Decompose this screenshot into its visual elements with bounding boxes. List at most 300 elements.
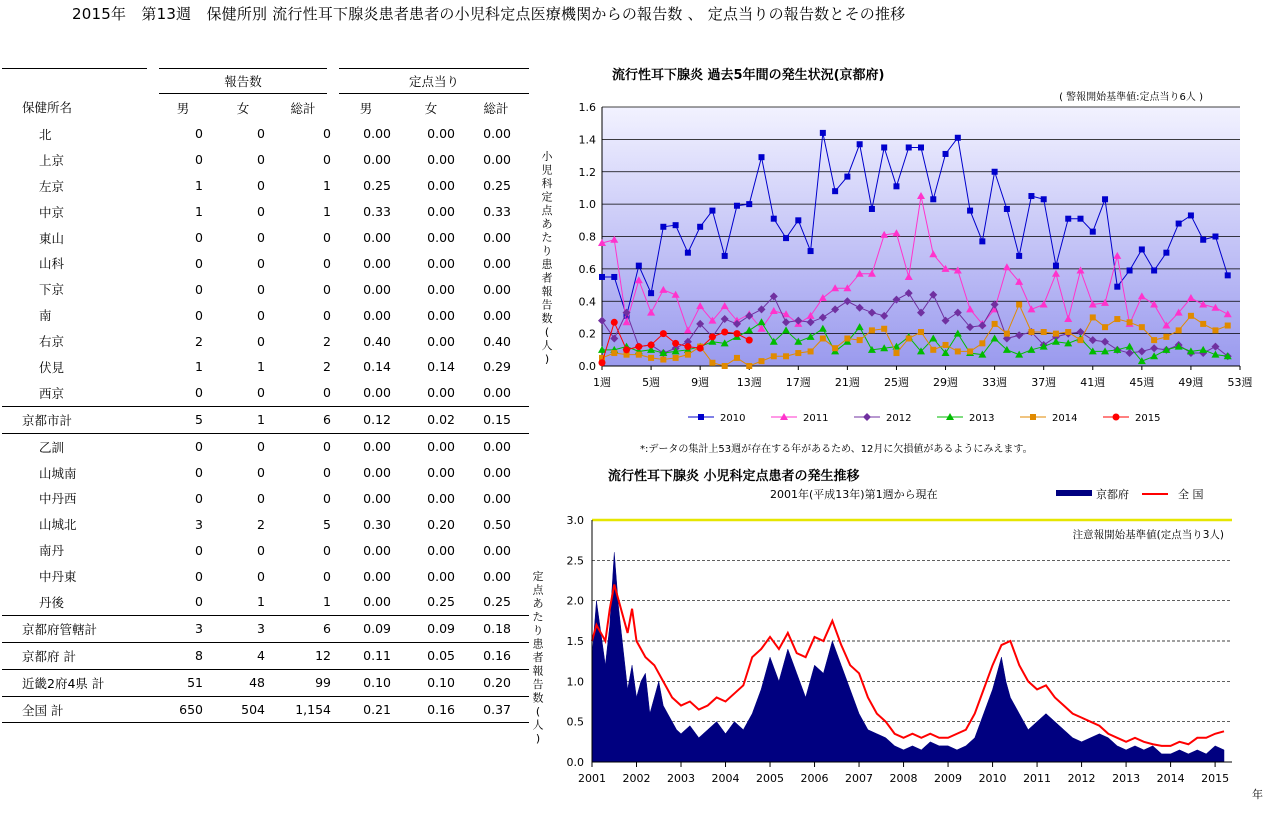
chart1-data-point bbox=[1151, 337, 1157, 343]
chart1-y-label-char: 報 bbox=[541, 285, 553, 298]
row-male: 1 bbox=[195, 204, 203, 220]
chart1-data-point bbox=[1078, 337, 1084, 343]
row-name: 中丹東 bbox=[39, 569, 77, 585]
row-male: 0 bbox=[195, 542, 203, 558]
chart2-threshold-label: 注意報開始基準値(定点当り3人) bbox=[1072, 529, 1224, 541]
row-per-total: 0.00 bbox=[483, 490, 511, 506]
row-male: 1 bbox=[195, 359, 203, 375]
chart1-data-point bbox=[660, 224, 666, 230]
chart1-x-tick-label: 9週 bbox=[691, 376, 710, 389]
chart2-y-label-char: 告 bbox=[532, 678, 544, 691]
chart2-x-tick-label: 2015 bbox=[1201, 772, 1230, 785]
chart1-data-point bbox=[611, 274, 617, 280]
row-per-female: 0.00 bbox=[427, 490, 455, 506]
chart1-data-point bbox=[869, 327, 875, 333]
col-male: 男 bbox=[176, 100, 190, 116]
chart2-plot-area bbox=[567, 514, 1233, 785]
chart1-x-tick-label: 45週 bbox=[1129, 376, 1155, 389]
row-per-male: 0.11 bbox=[333, 642, 399, 669]
row-total: 2 bbox=[323, 333, 331, 349]
row-female: 0 bbox=[257, 542, 265, 558]
chart1-data-point bbox=[722, 253, 728, 259]
col-per-female: 女 bbox=[424, 100, 438, 116]
chart1-y-label-char: 人 bbox=[541, 339, 553, 352]
chart1-plot-area bbox=[579, 101, 1253, 389]
row-total: 0 bbox=[323, 152, 331, 168]
row-name: 山城北 bbox=[39, 517, 77, 533]
chart2-y-label-char: ( bbox=[535, 705, 541, 718]
chart1-data-point bbox=[672, 340, 679, 347]
chart1-legend-label: 2014 bbox=[1052, 413, 1078, 424]
chart2-x-tick-label: 2010 bbox=[978, 772, 1007, 785]
chart1-legend-label: 2012 bbox=[886, 413, 912, 424]
row-total: 0 bbox=[323, 281, 331, 297]
chart1-data-point bbox=[930, 347, 936, 353]
row-female: 0 bbox=[213, 380, 273, 406]
chart1-data-point bbox=[893, 183, 899, 189]
chart1-data-point bbox=[1053, 263, 1059, 269]
table-row bbox=[2, 406, 529, 433]
chart1-legend-marker bbox=[863, 413, 871, 421]
row-female: 0 bbox=[257, 465, 265, 481]
chart2-legend bbox=[1056, 487, 1204, 501]
row-per-total: 0.00 bbox=[483, 281, 511, 297]
row-name: 全国 計 bbox=[2, 696, 153, 723]
row-name: 東山 bbox=[39, 230, 65, 246]
row-name: 右京 bbox=[39, 334, 65, 350]
chart1-data-point bbox=[1163, 334, 1169, 340]
row-male: 3 bbox=[195, 516, 203, 532]
row-total: 0 bbox=[323, 568, 331, 584]
row-per-total: 0.20 bbox=[463, 669, 529, 696]
chart1-data-point bbox=[1102, 196, 1108, 202]
chart2-x-tick-label: 2012 bbox=[1067, 772, 1096, 785]
row-per-female: 0.00 bbox=[427, 255, 455, 271]
chart1-data-point bbox=[1090, 314, 1096, 320]
table-row bbox=[2, 460, 529, 486]
chart1-data-point bbox=[857, 141, 863, 147]
row-name: 下京 bbox=[39, 282, 65, 298]
table-row bbox=[2, 563, 529, 589]
chart1-data-point bbox=[783, 353, 789, 359]
row-per-male: 0.12 bbox=[333, 406, 399, 433]
row-name: 上京 bbox=[39, 152, 65, 168]
row-per-male: 0.00 bbox=[333, 589, 399, 615]
chart1-data-point bbox=[783, 235, 789, 241]
chart2-y-tick-label: 1.5 bbox=[566, 635, 584, 648]
row-per-total: 0.00 bbox=[483, 230, 511, 245]
chart1-y-label-char: 科 bbox=[541, 177, 553, 190]
row-per-total: 0.00 bbox=[483, 255, 511, 271]
chart1-footnote: *:データの集計上53週が存在する年があるため、12月に欠損値があるようにみえます。 bbox=[640, 444, 1033, 455]
chart1-legend-marker bbox=[1113, 414, 1120, 421]
chart2-x-tick-label: 2002 bbox=[622, 772, 651, 785]
header-per-sentinel: 定点当り bbox=[333, 69, 529, 94]
chart1-data-point bbox=[1200, 237, 1206, 243]
chart2-y-tick-label: 3.0 bbox=[566, 514, 584, 527]
row-per-total: 0.18 bbox=[463, 615, 529, 642]
row-per-female: 0.20 bbox=[427, 516, 455, 532]
row-per-total: 0.33 bbox=[483, 204, 511, 220]
row-name: 伏見 bbox=[39, 359, 65, 375]
row-total: 5 bbox=[323, 516, 331, 532]
table-row bbox=[2, 433, 529, 459]
table-row bbox=[2, 173, 529, 199]
row-total: 0 bbox=[323, 126, 331, 142]
chart1-data-point bbox=[611, 350, 617, 356]
row-per-total: 0.25 bbox=[463, 589, 529, 615]
chart2-x-tick-label: 2007 bbox=[845, 772, 874, 785]
chart2-x-tick-label: 2001 bbox=[578, 772, 606, 785]
row-total: 1,154 bbox=[273, 696, 333, 723]
row-per-total: 0.29 bbox=[483, 359, 511, 375]
row-per-total: 0.00 bbox=[483, 126, 511, 142]
row-per-total: 0.00 bbox=[483, 307, 511, 323]
chart2-y-tick-label: 2.5 bbox=[566, 554, 584, 568]
row-male: 0 bbox=[153, 589, 213, 615]
row-per-male: 0.00 bbox=[363, 307, 391, 323]
row-total: 0 bbox=[273, 380, 333, 406]
chart1-data-point bbox=[733, 330, 740, 337]
row-total: 0 bbox=[323, 490, 331, 506]
chart1-x-tick-label: 25週 bbox=[883, 376, 909, 389]
chart1-data-point bbox=[943, 342, 949, 348]
row-per-female: 0.00 bbox=[427, 230, 455, 245]
chart2-y-label-char: あ bbox=[532, 597, 544, 610]
chart1-data-point bbox=[869, 206, 875, 212]
row-per-male: 0.00 bbox=[333, 380, 399, 406]
row-male: 0 bbox=[195, 439, 203, 455]
row-male: 0 bbox=[195, 281, 203, 297]
chart1-data-point bbox=[832, 345, 838, 351]
chart2-y-label-char: た bbox=[532, 610, 544, 624]
chart1-y-label-char: ( bbox=[544, 325, 550, 339]
chart1-y-label-char: り bbox=[541, 244, 553, 258]
table-row bbox=[2, 380, 529, 406]
table-header-groups bbox=[2, 69, 529, 94]
row-per-total: 0.00 bbox=[483, 465, 511, 481]
chart1-data-point bbox=[1004, 331, 1010, 337]
row-per-female: 0.00 bbox=[427, 333, 455, 349]
chart1-data-point bbox=[967, 348, 973, 354]
table-row bbox=[2, 642, 529, 669]
chart1-legend-label: 2013 bbox=[969, 413, 995, 424]
chart1-data-point bbox=[1065, 329, 1071, 335]
row-per-male: 0.00 bbox=[363, 152, 391, 168]
row-female: 1 bbox=[257, 359, 265, 375]
chart1-data-point bbox=[979, 238, 985, 244]
chart1-y-tick-label: 1.2 bbox=[578, 165, 596, 179]
col-name: 保健所名 bbox=[22, 100, 73, 116]
row-name: 中京 bbox=[39, 204, 65, 220]
table-row bbox=[2, 696, 529, 723]
row-name: 京都府 計 bbox=[2, 642, 153, 669]
report-table-body bbox=[2, 69, 529, 723]
chart1-data-point bbox=[759, 154, 765, 160]
chart2-y-tick-label: 0.5 bbox=[566, 715, 584, 729]
chart1-data-point bbox=[979, 340, 985, 346]
chart1-data-point bbox=[685, 250, 691, 256]
chart1-y-label-char: 定 bbox=[541, 190, 553, 204]
table-row bbox=[2, 511, 529, 537]
chart1-data-point bbox=[709, 360, 715, 366]
chart1-data-point bbox=[1065, 216, 1071, 222]
row-female: 2 bbox=[257, 516, 265, 532]
row-name: 中丹西 bbox=[39, 491, 77, 507]
chart1-data-point bbox=[1163, 250, 1169, 256]
chart1-y-label-char: ) bbox=[544, 352, 550, 366]
chart1-x-tick-label: 21週 bbox=[834, 376, 860, 389]
row-female: 0 bbox=[257, 230, 265, 245]
row-male: 0 bbox=[195, 255, 203, 271]
chart1-y-label-char: た bbox=[541, 231, 553, 244]
header-reports: 報告数 bbox=[153, 69, 333, 94]
chart1-y-tick-label: 0.0 bbox=[578, 360, 596, 373]
row-total: 0 bbox=[323, 465, 331, 481]
row-female: 1 bbox=[213, 589, 273, 615]
chart2-y-label-char: 報 bbox=[532, 664, 544, 678]
row-per-female: 0.00 bbox=[427, 542, 455, 558]
row-name: 近畿2府4県 計 bbox=[2, 669, 153, 696]
chart2-subtitle: 2001年(平成13年)第1週から現在 bbox=[770, 488, 938, 501]
row-male: 0 bbox=[195, 126, 203, 142]
chart1-data-point bbox=[623, 346, 630, 353]
chart1-data-point bbox=[1151, 267, 1157, 273]
chart2-y-tick-label: 0.0 bbox=[566, 756, 584, 769]
chart2-y-label-char: 数 bbox=[532, 691, 544, 705]
row-female: 0 bbox=[257, 333, 265, 349]
chart1-y-tick-label: 1.6 bbox=[578, 101, 596, 114]
chart1-data-point bbox=[992, 321, 998, 327]
chart1-data-point bbox=[636, 352, 642, 358]
table-row bbox=[2, 121, 529, 147]
row-per-male: 0.00 bbox=[363, 126, 391, 142]
chart1-data-point bbox=[684, 343, 691, 350]
chart2-x-tick-label: 2005 bbox=[756, 772, 785, 785]
chart1-y-label-char: 点 bbox=[541, 204, 553, 217]
chart1-data-point bbox=[844, 174, 850, 180]
chart1-data-point bbox=[759, 358, 765, 364]
chart1-data-point bbox=[955, 348, 961, 354]
chart1-data-point bbox=[918, 144, 924, 150]
row-per-male: 0.10 bbox=[333, 669, 399, 696]
row-per-female: 0.10 bbox=[399, 669, 463, 696]
chart1-data-point bbox=[1188, 212, 1194, 218]
five-year-line-chart bbox=[530, 60, 1272, 460]
chart1-data-point bbox=[795, 217, 801, 223]
chart1-legend-marker bbox=[1030, 414, 1036, 420]
chart2-x-tick-label: 2013 bbox=[1112, 772, 1141, 785]
chart1-data-point bbox=[857, 337, 863, 343]
table-row bbox=[2, 669, 529, 696]
chart1-data-point bbox=[599, 359, 606, 366]
chart1-data-point bbox=[1127, 267, 1133, 273]
table-row bbox=[2, 537, 529, 563]
row-per-total: 0.00 bbox=[483, 542, 511, 558]
row-name: 北 bbox=[39, 126, 52, 142]
table-row bbox=[2, 250, 529, 276]
chart1-legend-marker bbox=[698, 414, 704, 420]
row-per-male: 0.00 bbox=[363, 281, 391, 297]
row-name: 山科 bbox=[39, 256, 65, 272]
chart1-data-point bbox=[660, 330, 667, 337]
chart1-data-point bbox=[648, 341, 655, 348]
chart2-legend-swatch-kyoto bbox=[1056, 490, 1092, 496]
row-total: 6 bbox=[273, 615, 333, 642]
chart1-data-point bbox=[808, 348, 814, 354]
row-total: 2 bbox=[323, 359, 331, 375]
chart1-x-tick-label: 37週 bbox=[1031, 376, 1057, 389]
chart1-data-point bbox=[648, 355, 654, 361]
chart1-y-tick-label: 0.8 bbox=[578, 230, 596, 244]
chart1-data-point bbox=[992, 169, 998, 175]
row-total: 0 bbox=[323, 542, 331, 558]
chart2-y-label-char: 患 bbox=[532, 637, 544, 651]
chart2-x-tick-label: 2008 bbox=[889, 772, 918, 785]
chart1-y-tick-label: 1.0 bbox=[578, 198, 596, 212]
row-per-male: 0.00 bbox=[363, 439, 391, 455]
chart1-data-point bbox=[1225, 272, 1231, 278]
chart1-data-point bbox=[820, 130, 826, 136]
chart1-data-point bbox=[1028, 193, 1034, 199]
row-total: 0 bbox=[323, 230, 331, 245]
row-per-female: 0.00 bbox=[427, 307, 455, 323]
row-male: 1 bbox=[195, 178, 203, 194]
chart1-legend-label: 2010 bbox=[720, 413, 746, 424]
row-male: 0 bbox=[195, 152, 203, 168]
chart1-y-label-char: あ bbox=[541, 217, 553, 231]
row-female: 1 bbox=[213, 406, 273, 433]
chart1-data-point bbox=[906, 144, 912, 150]
row-female: 0 bbox=[257, 568, 265, 584]
row-male: 0 bbox=[195, 307, 203, 323]
chart2-y-label-char: 点 bbox=[532, 583, 544, 597]
row-female: 3 bbox=[213, 615, 273, 642]
row-per-male: 0.40 bbox=[363, 333, 391, 349]
chart1-data-point bbox=[1139, 246, 1145, 252]
chart1-x-tick-label: 17週 bbox=[785, 376, 811, 389]
chart1-y-tick-label: 1.4 bbox=[578, 133, 596, 147]
chart1-data-point bbox=[1041, 329, 1047, 335]
row-female: 4 bbox=[213, 642, 273, 669]
chart1-data-point bbox=[1225, 323, 1231, 329]
chart1-data-point bbox=[881, 144, 887, 150]
chart2-x-tick-label: 2014 bbox=[1156, 772, 1185, 785]
row-female: 0 bbox=[257, 439, 265, 455]
row-total: 0 bbox=[323, 439, 331, 455]
chart1-data-point bbox=[648, 290, 654, 296]
chart1-data-point bbox=[1176, 327, 1182, 333]
chart2-x-tick-label: 2011 bbox=[1023, 772, 1052, 785]
chart1-y-label-char: 数 bbox=[541, 312, 553, 325]
chart1-data-point bbox=[820, 335, 826, 341]
row-per-female: 0.00 bbox=[399, 380, 463, 406]
chart1-data-point bbox=[1016, 301, 1022, 307]
row-per-female: 0.00 bbox=[427, 178, 455, 194]
chart1-y-tick-label: 0.4 bbox=[578, 295, 596, 309]
table-row bbox=[2, 225, 529, 251]
chart2-x-tick-label: 2009 bbox=[934, 772, 963, 785]
row-name: 南丹 bbox=[39, 543, 65, 559]
row-female: 0 bbox=[257, 152, 265, 168]
row-female: 0 bbox=[257, 307, 265, 323]
row-per-total: 0.16 bbox=[463, 642, 529, 669]
row-per-male: 0.00 bbox=[363, 255, 391, 271]
chart1-x-tick-label: 53週 bbox=[1227, 376, 1253, 389]
row-per-total: 0.40 bbox=[483, 333, 511, 349]
chart1-data-point bbox=[746, 201, 752, 207]
chart1-data-point bbox=[599, 274, 605, 280]
row-per-female: 0.02 bbox=[399, 406, 463, 433]
chart1-data-point bbox=[1028, 329, 1034, 335]
chart1-y-label-char: 患 bbox=[541, 258, 553, 271]
chart1-data-point bbox=[1114, 284, 1120, 290]
col-female: 女 bbox=[236, 100, 250, 116]
row-per-male: 0.09 bbox=[333, 615, 399, 642]
row-per-male: 0.00 bbox=[363, 465, 391, 481]
long-term-area-chart bbox=[530, 458, 1272, 823]
chart1-data-point bbox=[1016, 253, 1022, 259]
row-per-female: 0.16 bbox=[399, 696, 463, 723]
page-title: 2015年 第13週 保健所別 流行性耳下腺炎患者患者の小児科定点医療機関からの報告数 、 定点当りの報告数とその推移 bbox=[72, 5, 906, 23]
table-header-columns bbox=[2, 94, 529, 122]
chart1-data-point bbox=[1114, 316, 1120, 322]
table-row bbox=[2, 354, 529, 380]
row-total: 99 bbox=[273, 669, 333, 696]
chart2-y-label-char: ) bbox=[535, 732, 541, 745]
row-female: 48 bbox=[213, 669, 273, 696]
chart1-data-point bbox=[893, 350, 899, 356]
chart2-legend-label-kyoto: 京都府 bbox=[1096, 488, 1129, 501]
chart1-y-label-char: 告 bbox=[541, 298, 553, 312]
chart1-data-point bbox=[1004, 206, 1010, 212]
chart2-x-tick-label: 2006 bbox=[800, 772, 829, 785]
row-total: 0 bbox=[323, 255, 331, 271]
row-male: 650 bbox=[153, 696, 213, 723]
chart2-y-tick-label: 2.0 bbox=[566, 594, 584, 608]
report-table bbox=[2, 68, 529, 723]
row-per-total: 0.37 bbox=[463, 696, 529, 723]
chart1-data-point bbox=[746, 337, 753, 344]
row-per-total: 0.50 bbox=[483, 516, 511, 532]
row-per-total: 0.00 bbox=[483, 568, 511, 584]
chart2-legend-label-national: 全 国 bbox=[1178, 488, 1204, 501]
chart2-y-tick-label: 1.0 bbox=[566, 675, 584, 689]
row-male: 51 bbox=[153, 669, 213, 696]
chart1-x-tick-label: 5週 bbox=[642, 376, 661, 389]
chart2-y-label-char: 定 bbox=[532, 570, 544, 583]
row-per-female: 0.00 bbox=[427, 126, 455, 142]
chart1-data-point bbox=[721, 329, 728, 336]
chart1-data-point bbox=[673, 222, 679, 228]
chart1-legend-label: 2011 bbox=[803, 413, 829, 424]
chart1-data-point bbox=[734, 355, 740, 361]
chart1-data-point bbox=[1053, 331, 1059, 337]
row-female: 0 bbox=[257, 178, 265, 194]
row-per-male: 0.00 bbox=[363, 490, 391, 506]
chart1-data-point bbox=[1078, 216, 1084, 222]
row-male: 0 bbox=[153, 380, 213, 406]
chart2-x-axis-label: 年 bbox=[1252, 788, 1263, 801]
row-per-male: 0.00 bbox=[363, 542, 391, 558]
chart1-y-tick-label: 0.6 bbox=[578, 262, 596, 276]
chart1-data-point bbox=[832, 188, 838, 194]
table-row bbox=[2, 199, 529, 225]
chart1-data-point bbox=[1188, 313, 1194, 319]
chart2-x-tick-label: 2004 bbox=[711, 772, 740, 785]
chart1-data-point bbox=[746, 363, 752, 369]
chart1-data-point bbox=[771, 216, 777, 222]
